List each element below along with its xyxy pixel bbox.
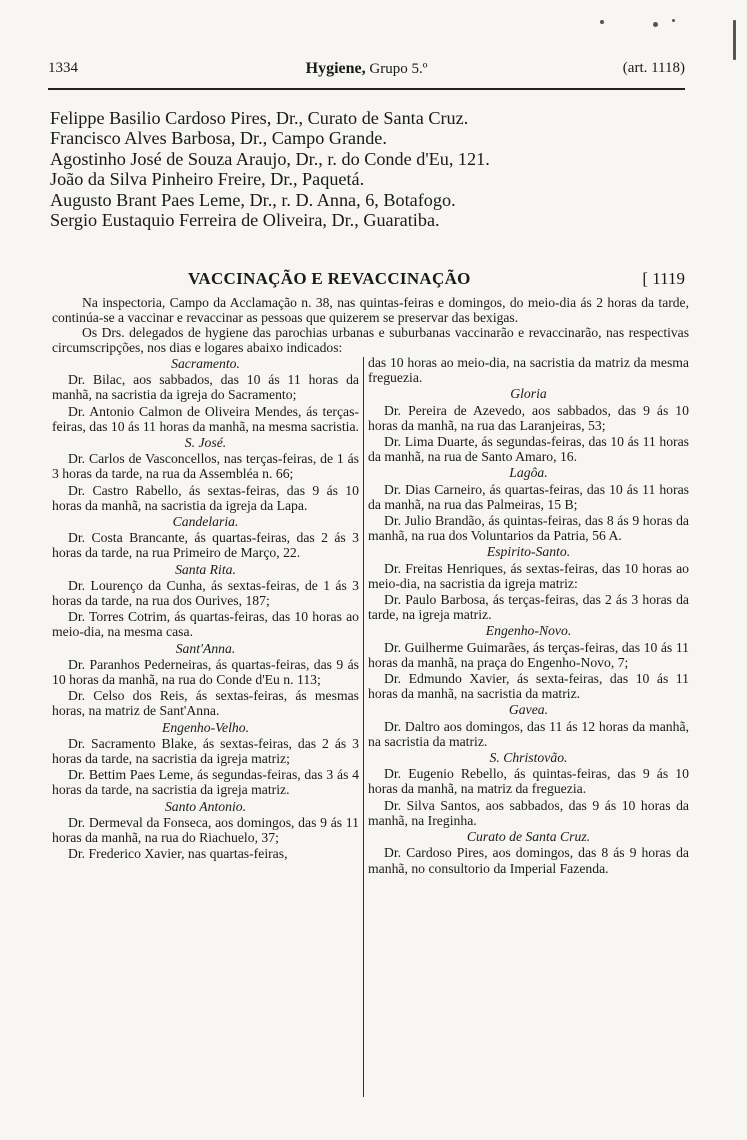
running-title-rest: Grupo 5.º <box>365 61 428 77</box>
schedule-entry: Dr. Daltro aos domingos, das 11 ás 12 horas da manhã, na sacristia da matriz. <box>368 718 689 749</box>
running-title <box>48 60 685 78</box>
schedule-entry: Dr. Paranhos Pederneiras, ás quartas-feiras, das 9 ás 10 horas da manhã, na rua do Conde d'Eu n. 113; <box>52 656 359 688</box>
parish-heading: S. José. <box>184 435 227 451</box>
schedule-entry: das 10 horas ao meio-dia, na sacristia da matriz da mesma freguezia. <box>368 355 689 386</box>
name-entry: João da Silva Pinheiro Freire, Dr., Paquetá. <box>50 169 365 190</box>
schedule-entry: Dr. Eugenio Rebello, ás quintas-feiras, das 9 ás 10 horas da manhã, na matriz da freguezia. <box>368 766 689 797</box>
schedule-entry: Dr. Bilac, aos sabbados, das 10 ás 11 horas da manhã, na sacristia da igreja do Sacramento; <box>52 372 359 403</box>
article-reference: (art. 1118) <box>622 60 685 76</box>
schedule-entry: Dr. Paulo Barbosa, ás terças-feiras, das 2 ás 3 horas da tarde, na igreja matriz. <box>368 592 689 623</box>
page-number: 1334 <box>48 60 78 76</box>
schedule-entry: Dr. Frederico Xavier, nas quartas-feiras, <box>68 846 288 862</box>
name-entry: Augusto Brant Paes Leme, Dr., r. D. Anna, 6, Botafogo. <box>50 189 456 210</box>
name-entry: Felippe Basilio Cardoso Pires, Dr., Curato de Santa Cruz. <box>50 108 469 128</box>
names-list <box>50 108 690 230</box>
schedule-entry: Dr. Costa Brancante, ás quartas-feiras, das 2 ás 3 horas da tarde, na rua Primeiro de Março, 22. <box>52 530 359 561</box>
parish-heading: Engenho-Novo. <box>485 623 572 639</box>
parish-heading: Lagôa. <box>509 465 548 481</box>
left-column <box>52 355 359 863</box>
header-rule <box>48 88 685 90</box>
schedule-entry: Dr. Sacramento Blake, ás sextas-feiras, das 2 ás 3 horas da tarde, na sacristia da igreja matriz; <box>52 735 359 767</box>
schedule-entry: Dr. Silva Santos, aos sabbados, das 9 ás 10 horas da manhã, na Ireginha. <box>368 797 689 828</box>
schedule-entry: Dr. Dermeval da Fonseca, aos domingos, das 9 ás 11 horas da manhã, na rua do Riachuelo, 37; <box>52 814 359 846</box>
parish-heading: Curato de Santa Cruz. <box>466 829 591 845</box>
parish-heading: Santa Rita. <box>175 561 236 577</box>
two-column-body <box>52 355 689 1107</box>
parish-heading: Sacramento. <box>171 356 240 371</box>
ink-speck <box>733 20 736 60</box>
name-entry: Agostinho José de Souza Araujo, Dr., r. do Conde d'Eu, 121. <box>50 148 490 169</box>
ink-speck <box>600 20 604 24</box>
intro-paragraph: Os Drs. delegados de hygiene das parochias urbanas e suburbanas vaccinarão e revaccinarão, nas respectivas circumscripções, nos dias e logares abaixo indicados: <box>52 324 689 355</box>
ink-speck <box>672 19 675 22</box>
name-entry: Sergio Eustaquio Ferreira de Oliveira, Dr., Guaratiba. <box>50 210 440 231</box>
schedule-entry: Dr. Celso dos Reis, ás sextas-feiras, ás mesmas horas, na matriz de Sant'Anna. <box>52 688 359 719</box>
schedule-entry: Dr. Antonio Calmon de Oliveira Mendes, ás terças-feiras, das 10 ás 11 horas da manhã, na mesma sacristia. <box>52 403 359 434</box>
intro-text <box>52 296 689 356</box>
schedule-entry: Dr. Dias Carneiro, ás quartas-feiras, das 10 ás 11 horas da manhã, na rua das Palmeiras, 15 B; <box>368 481 689 512</box>
parish-heading: Espirito-Santo. <box>486 544 571 560</box>
section-title: VACCINAÇÃO E REVACCINAÇÃO <box>188 269 471 288</box>
schedule-entry: Dr. Edmundo Xavier, ás sexta-feiras, das 10 ás 11 horas da manhã, na sacristia da matriz. <box>368 671 689 702</box>
parish-heading: Gloria <box>510 386 547 402</box>
section-heading <box>188 269 685 291</box>
parish-heading: Sant'Anna. <box>175 640 236 656</box>
column-divider <box>363 357 364 1097</box>
schedule-entry: Dr. Castro Rabello, ás sextas-feiras, das 9 ás 10 horas da manhã, na sacristia da igreja da Lapa. <box>52 482 359 513</box>
schedule-entry: Dr. Cardoso Pires, aos domingos, das 8 ás 9 horas da manhã, no consultorio da Imperial Fazenda. <box>368 845 689 876</box>
parish-heading: Santo Antonio. <box>164 798 247 814</box>
schedule-entry: Dr. Carlos de Vasconcellos, nas terças-feiras, de 1 ás 3 horas da tarde, na rua da Assembléa n. 66; <box>52 451 359 482</box>
schedule-entry: Dr. Freitas Henriques, ás sextas-feiras, das 10 horas ao meio-dia, na sacristia da igreja matriz: <box>368 560 689 591</box>
schedule-entry: Dr. Lourenço da Cunha, ás sextas-feiras, de 1 ás 3 horas da tarde, na rua dos Ourives, 187; <box>52 577 359 609</box>
schedule-entry: Dr. Pereira de Azevedo, aos sabbados, das 9 ás 10 horas da manhã, na rua das Laranjeiras, 53; <box>368 402 689 433</box>
schedule-entry: Dr. Julio Brandão, ás quintas-feiras, das 8 ás 9 horas da manhã, na rua dos Voluntarios da Patria, 56 A. <box>368 513 689 544</box>
parish-heading: Gavea. <box>508 702 549 718</box>
section-number: [ 1119 <box>642 269 685 288</box>
parish-heading: Candelaria. <box>172 514 239 530</box>
schedule-entry: Dr. Guilherme Guimarães, ás terças-feiras, das 10 ás 11 horas da manhã, na praça do Engenho-Novo, 7; <box>368 639 689 670</box>
right-column <box>368 355 689 877</box>
schedule-entry: Dr. Bettim Paes Leme, ás segundas-feiras, das 3 ás 4 horas da tarde, na sacristia da igreja matriz. <box>52 767 359 798</box>
ink-speck <box>653 22 658 27</box>
intro-paragraph: Na inspectoria, Campo da Acclamação n. 38, nas quintas-feiras e domingos, do meio-dia ás 2 horas da tarde, continúa-se a vaccinar e revaccinar as pessoas que quizerem se preservar das bexigas. <box>52 295 689 325</box>
parish-heading: Engenho-Velho. <box>161 719 250 735</box>
parish-heading: S. Christovão. <box>489 750 568 766</box>
running-title-bold: Hygiene, <box>305 60 366 77</box>
name-entry: Francisco Alves Barbosa, Dr., Campo Grande. <box>50 128 387 149</box>
running-head <box>48 60 685 82</box>
schedule-entry: Dr. Lima Duarte, ás segundas-feiras, das 10 ás 11 horas da manhã, na rua de Santo Amaro, 16. <box>368 434 689 465</box>
schedule-entry: Dr. Torres Cotrim, ás quartas-feiras, das 10 horas ao meio-dia, na mesma casa. <box>52 609 359 640</box>
